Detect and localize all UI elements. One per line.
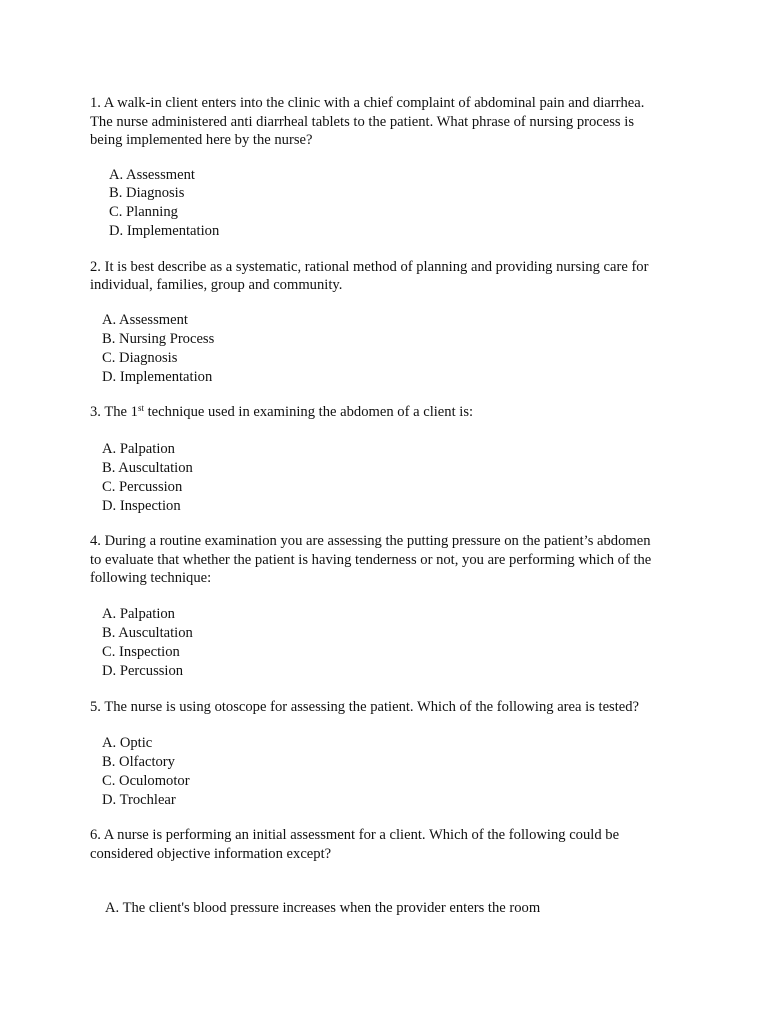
question-6-line-2: considered objective information except?: [90, 846, 332, 862]
question-3-option-d: D. Inspection: [102, 498, 181, 514]
question-6-line-1: 6. A nurse is performing an initial assessment for a client. Which of the following could be: [90, 827, 620, 843]
question-2-line-1: 2. It is best describe as a systematic, rational method of planning and providing nursing care for: [90, 259, 649, 275]
question-4-option-d: D. Percussion: [102, 663, 184, 679]
question-1-option-c: C. Planning: [109, 204, 178, 220]
question-3-option-a: A. Palpation: [102, 441, 175, 457]
question-2-option-a: A. Assessment: [102, 312, 188, 328]
question-2-line-2: individual, families, group and community.: [90, 277, 343, 293]
question-4-option-c: C. Inspection: [102, 644, 180, 660]
question-1-line-2: The nurse administered anti diarrheal tablets to the patient. What phrase of nursing process is: [90, 114, 634, 130]
question-2-option-c: C. Diagnosis: [102, 350, 178, 366]
question-5-line-1: 5. The nurse is using otoscope for assessing the patient. Which of the following area is tested?: [90, 699, 640, 715]
question-1-option-a: A. Assessment: [109, 167, 195, 183]
question-1-option-b: B. Diagnosis: [109, 185, 185, 201]
question-3-superscript: st: [137, 403, 144, 413]
question-4-line-1: 4. During a routine examination you are assessing the putting pressure on the patient’s abdomen: [90, 533, 651, 549]
question-3-line-1: [90, 403, 690, 421]
question-5-option-a: A. Optic: [102, 735, 153, 751]
question-1-line-1: 1. A walk-in client enters into the clinic with a chief complaint of abdominal pain and diarrhea.: [90, 95, 645, 111]
question-3-option-b: B. Auscultation: [102, 460, 193, 476]
question-5-option-d: D. Trochlear: [102, 792, 176, 808]
question-3-option-c: C. Percussion: [102, 479, 183, 495]
question-6-option-a: A. The client's blood pressure increases when the provider enters the room: [105, 900, 541, 916]
question-4-option-b: B. Auscultation: [102, 625, 193, 641]
question-2-option-b: B. Nursing Process: [102, 331, 215, 347]
question-1-option-d: D. Implementation: [109, 223, 220, 239]
question-4-line-2: to evaluate that whether the patient is having tenderness or not, you are performing which of the: [90, 552, 652, 568]
question-2-option-d: D. Implementation: [102, 369, 213, 385]
question-5-option-c: C. Oculomotor: [102, 773, 190, 789]
question-3-prefix: 3. The 1: [90, 404, 138, 420]
question-4-line-3: following technique:: [90, 570, 212, 586]
question-4-option-a: A. Palpation: [102, 606, 175, 622]
question-5-option-b: B. Olfactory: [102, 754, 175, 770]
question-1-line-3: being implemented here by the nurse?: [90, 132, 313, 148]
question-3-suffix: technique used in examining the abdomen of a client is:: [143, 404, 474, 420]
